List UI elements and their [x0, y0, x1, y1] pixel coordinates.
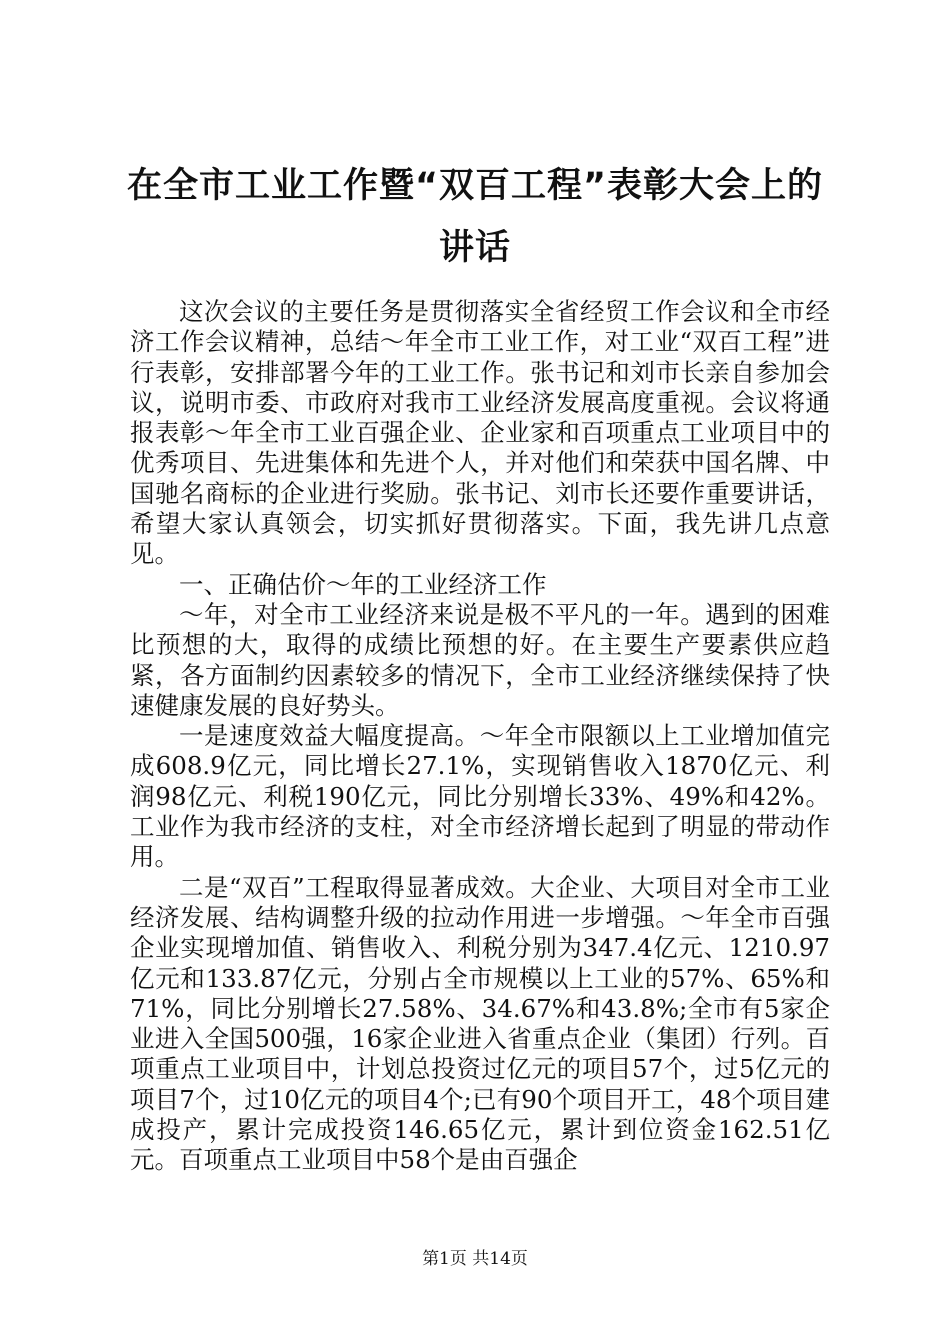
- document-body: [130, 297, 830, 1176]
- document-title: 在全市工业工作暨“双百工程”表彰大会上的讲话: [126, 166, 823, 268]
- paragraph-point-1: 一是速度效益大幅度提高。～年全市限额以上工业增加值完成608.9亿元，同比增长27.1%，实现销售收入1870亿元、利润98亿元、利税190亿元，同比分别增长33%、49%和42%。工业作为我市经济的支柱，对全市经济增长起到了明显的带动作用。: [130, 721, 830, 872]
- paragraph-summary: ～年，对全市工业经济来说是极不平凡的一年。遇到的困难比预想的大，取得的成绩比预想的好。在主要生产要素供应趋紧，各方面制约因素较多的情况下，全市工业经济继续保持了快速健康发展的良好势头。: [130, 599, 830, 720]
- paragraph-point-2: 二是“双百”工程取得显著成效。大企业、大项目对全市工业经济发展、结构调整升级的拉动作用进一步增强。～年全市百强企业实现增加值、销售收入、利税分别为347.4亿元、1210.97亿元和133.87亿元，分别占全市规模以上工业的57%、65%和71%，同比分别增长27.58%、34.67%和43.8%;全市有5家企业进入全国500强，16家企业进入省重点企业（集团）行列。百项重点工业项目中，计划总投资过亿元的项目57个，过5亿元的项目7个，过10亿元的项目4个;已有90个项目开工，48个项目建成投产，累计完成投资146.65亿元，累计到位资金162.51亿元。百项重点工业项目中58个是由百强企: [130, 872, 830, 1175]
- section-heading-1: 一、正确估价～年的工业经济工作: [179, 569, 547, 599]
- page-number: 第1页 共14页: [422, 1249, 528, 1269]
- paragraph-intro: 这次会议的主要任务是贯彻落实全省经贸工作会议和全市经济工作会议精神，总结～年全市工业工作，对工业“双百工程”进行表彰，安排部署今年的工业工作。张书记和刘市长亲自参加会议，说明市委、市政府对我市工业经济发展高度重视。会议将通报表彰～年全市工业百强企业、企业家和百项重点工业项目中的优秀项目、先进集体和先进个人，并对他们和荣获中国名牌、中国驰名商标的企业进行奖励。张书记、刘市长还要作重要讲话，希望大家认真领会，切实抓好贯彻落实。下面，我先讲几点意见。: [130, 297, 830, 569]
